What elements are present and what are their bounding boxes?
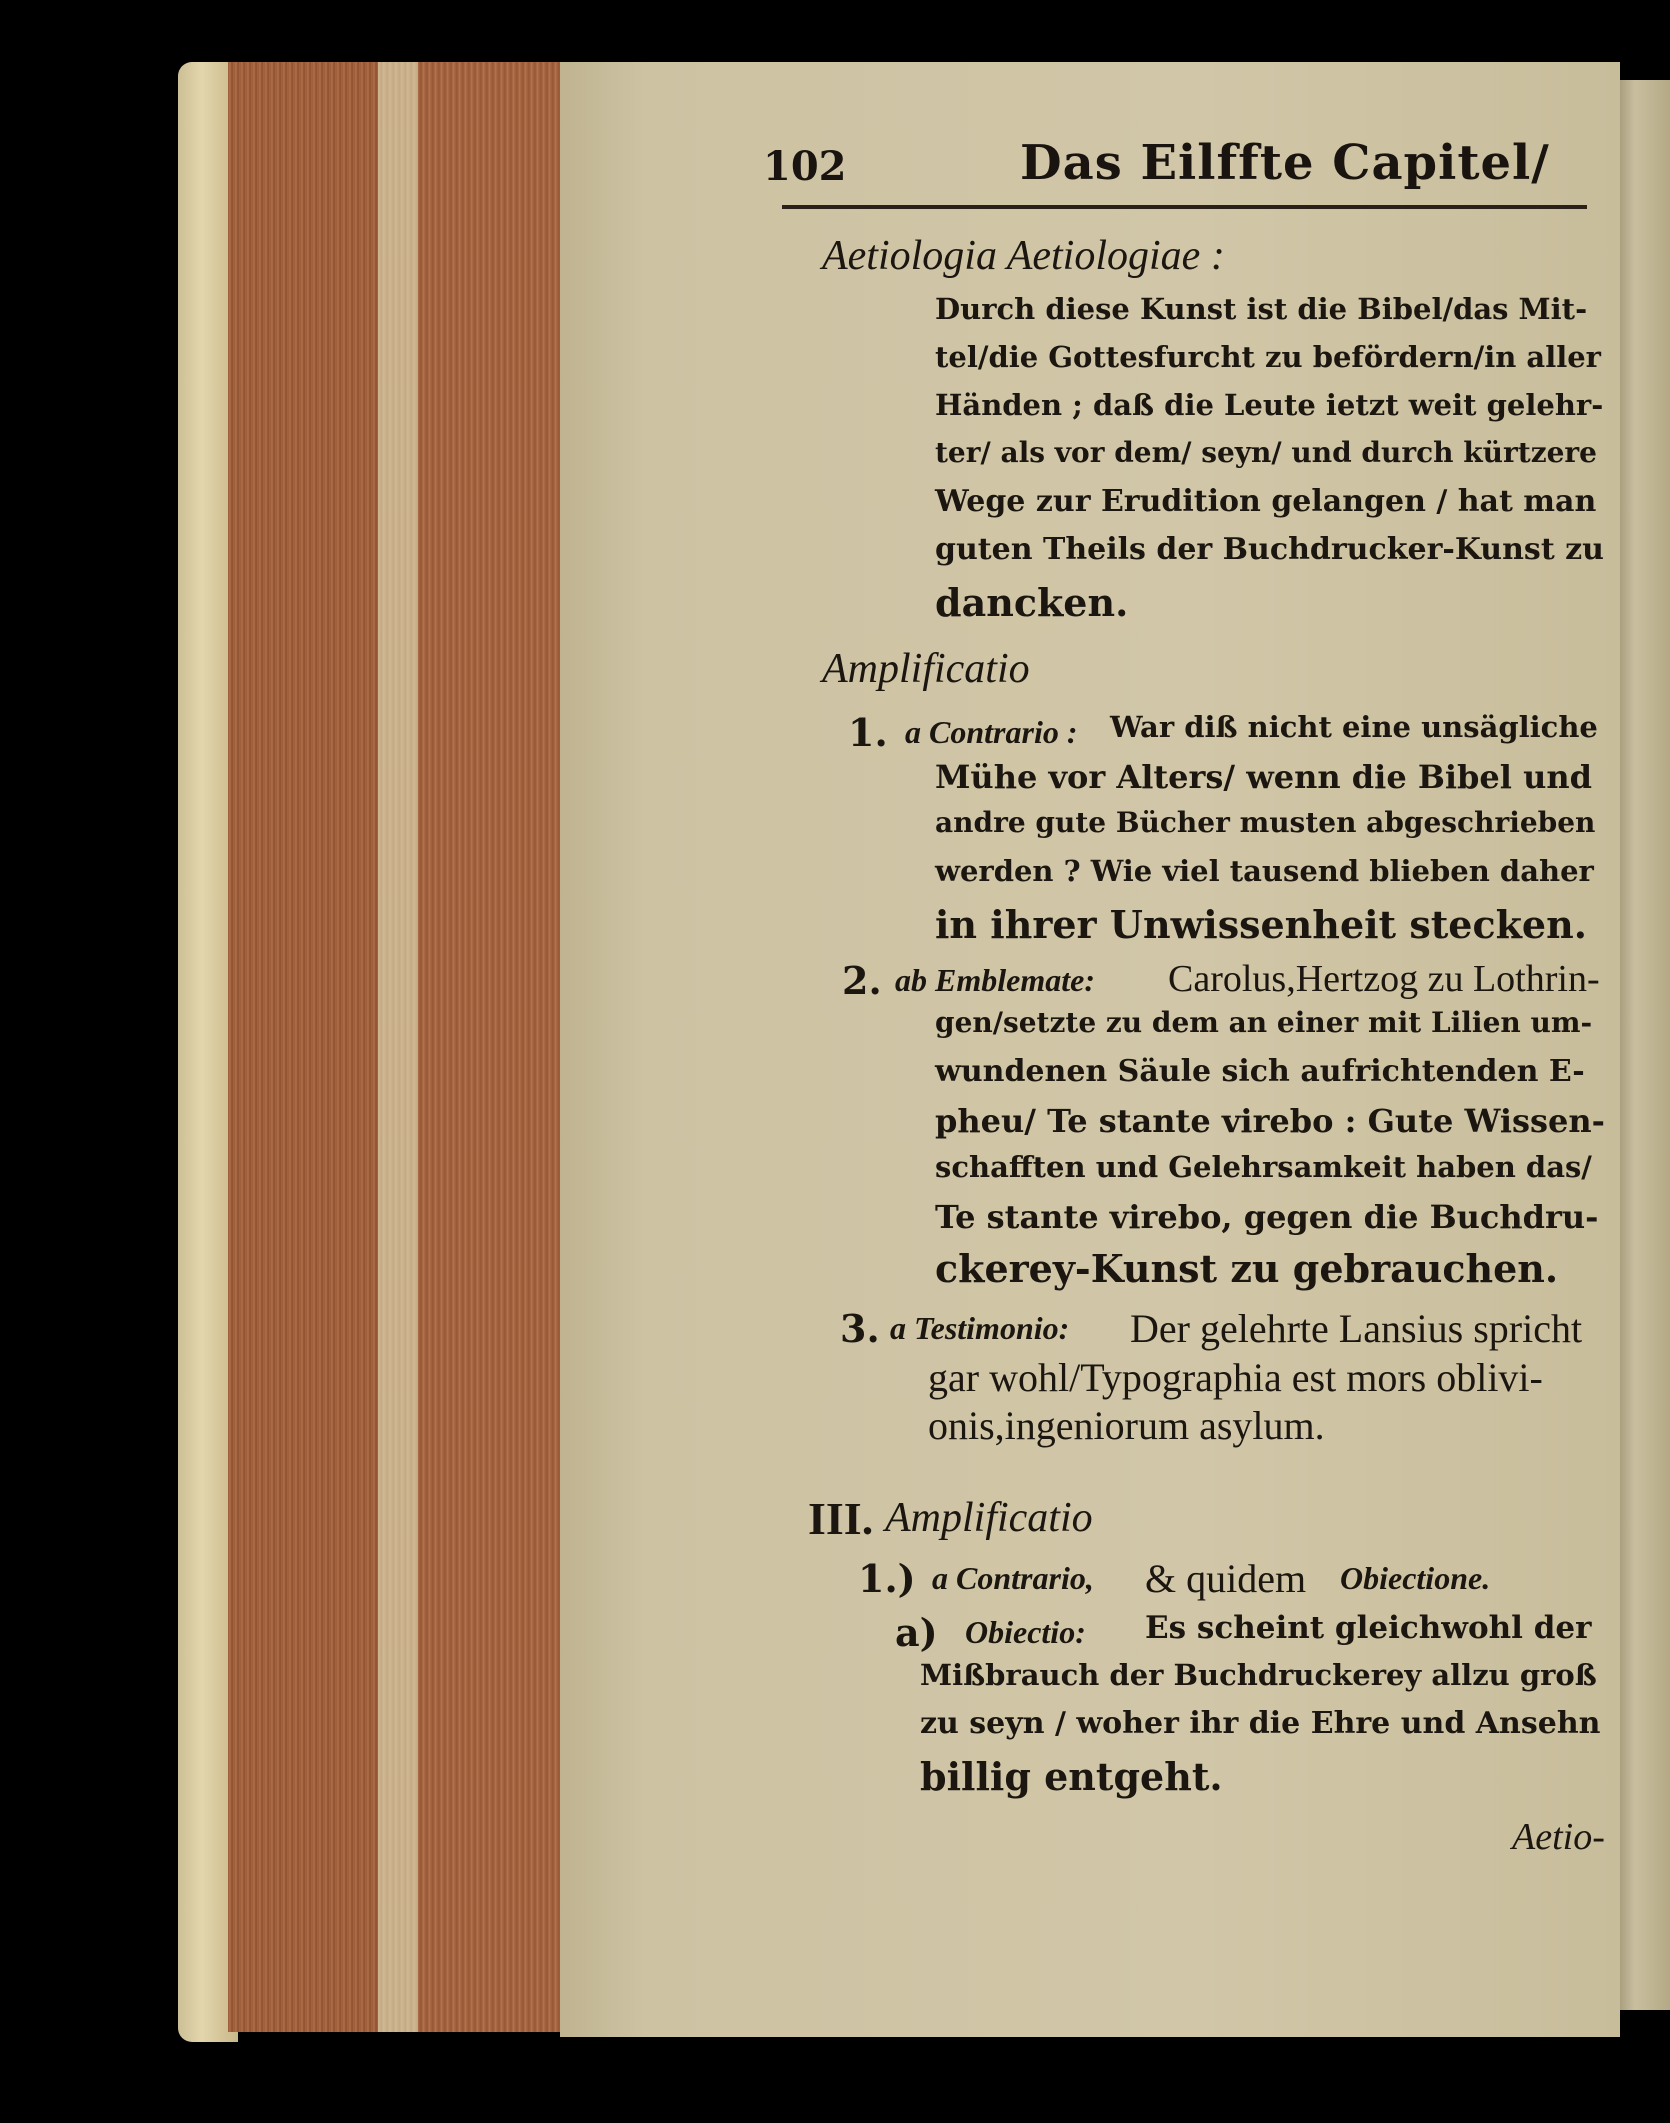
item-line: gar wohl/Typographia est mors oblivi-	[928, 1355, 1543, 1400]
sub-label: a Contrario,	[932, 1560, 1094, 1596]
page-folio: 102	[763, 143, 847, 190]
sub-a-line: billig entgeht.	[920, 1754, 1223, 1799]
item-line: Te stante virebo, gegen die Buchdru-	[935, 1198, 1599, 1236]
amplificatio-heading: Amplificatio	[822, 646, 1030, 692]
item-label: ab Emblemate:	[895, 962, 1095, 998]
page-edges-dark	[418, 62, 563, 2032]
sub-text: & quidem	[1145, 1556, 1307, 1601]
item-line: War diß nicht eine unsägliche	[1110, 710, 1598, 744]
catchword: Aetio-	[1512, 1816, 1605, 1858]
sub-a-line: Es scheint gleichwohl der	[1145, 1610, 1592, 1646]
next-page-edge	[1612, 80, 1670, 2010]
page-edges	[228, 62, 563, 2032]
item-label: a Contrario :	[905, 714, 1078, 750]
page-edges-light	[378, 62, 418, 2032]
amplificatio-iii-heading: Amplificatio	[885, 1495, 1093, 1541]
sub-a-line: Mißbrauch der Buchdruckerey allzu groß	[920, 1658, 1597, 1692]
item-line: onis,ingeniorum asylum.	[928, 1403, 1325, 1448]
aetiologia-line: Händen ; daß die Leute ietzt weit gelehr-	[935, 388, 1604, 422]
item-line: Carolus,Hertzog zu Lothrin-	[1168, 958, 1600, 1000]
item-label: a Testimonio:	[890, 1310, 1070, 1346]
item-line: werden ? Wie viel tausend blieben daher	[935, 854, 1594, 888]
item-line: ckerey-Kunst zu gebrauchen.	[935, 1246, 1559, 1291]
sub-a-label: Obiectio:	[965, 1614, 1086, 1650]
item-line: schafften und Gelehrsamkeit haben das/	[935, 1150, 1592, 1184]
item-line: gen/setzte zu dem an einer mit Lilien um-	[935, 1006, 1593, 1039]
aetiologia-line: tel/die Gottesfurcht zu befördern/in aller	[935, 340, 1601, 374]
head-rule	[782, 205, 1587, 209]
aetiologia-line: Wege zur Erudition gelangen / hat man	[935, 484, 1597, 519]
item-line: Mühe vor Alters/ wenn die Bibel und	[935, 758, 1592, 796]
item-line: andre gute Bücher musten abgeschrieben	[935, 806, 1596, 839]
aetiologia-line: guten Theils der Buchdrucker-Kunst zu	[935, 532, 1604, 567]
running-head: Das Eilffte Capitel/	[1020, 135, 1550, 191]
item-line: Der gelehrte Lansius spricht	[1130, 1306, 1583, 1351]
item-number: 2.	[842, 958, 882, 1003]
item-line: in ihrer Unwissenheit stecken.	[935, 902, 1587, 947]
item-number: 3.	[840, 1306, 880, 1351]
item-number: 1.	[848, 710, 888, 755]
sub-label: Obiectione.	[1340, 1560, 1491, 1596]
item-line: pheu/ Te stante virebo : Gute Wissen-	[935, 1102, 1605, 1140]
aetiologia-heading: Aetiologia Aetiologiae :	[822, 233, 1225, 279]
sub-number: 1.)	[858, 1556, 916, 1601]
sub-a-line: zu seyn / woher ihr die Ehre und Ansehn	[920, 1706, 1601, 1741]
aetiologia-line: Durch diese Kunst ist die Bibel/das Mit-	[935, 292, 1588, 326]
aetiologia-line: ter/ als vor dem/ seyn/ und durch kürtzere	[935, 436, 1597, 469]
item-line: wundenen Säule sich aufrichtenden E-	[935, 1054, 1585, 1089]
section-numeral: III.	[808, 1493, 874, 1544]
sub-a-number: a)	[895, 1610, 938, 1655]
aetiologia-line: dancken.	[935, 580, 1129, 625]
